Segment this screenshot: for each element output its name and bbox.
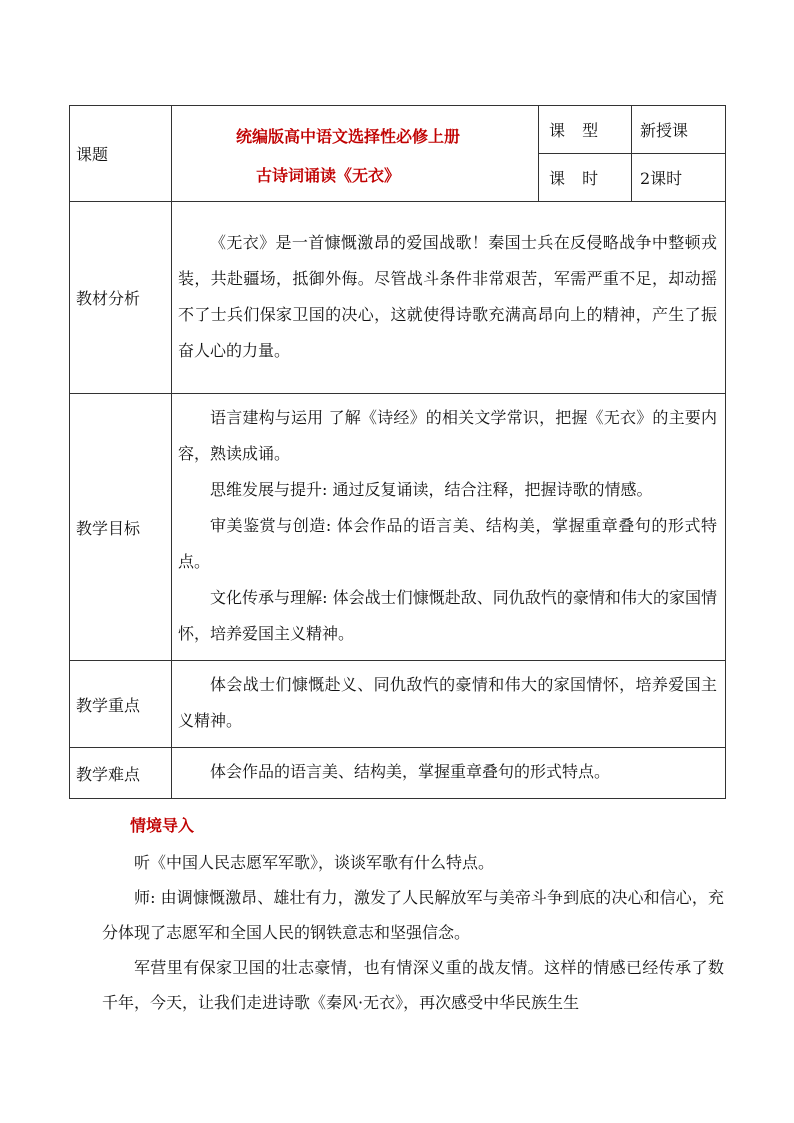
goals-content xyxy=(172,394,726,661)
paragraph: 听《中国人民志愿军军歌》，谈谈军歌有什么特点。 xyxy=(134,853,495,872)
key-label: 教学重点 xyxy=(70,661,172,748)
section-heading: 情境导入 xyxy=(130,816,195,835)
paragraph: 师: 由调慷慨激昂、雄壮有力，激发了人民解放军与美帝斗争到底的决心和信心，充分体现了志愿军和全国人民的钢铁意志和坚强信念。 xyxy=(102,888,724,942)
goal-item: 审美鉴赏与创造: 体会作品的语言美、结构美，掌握重章叠句的形式特点。 xyxy=(178,516,717,571)
key-text: 体会战士们慷慨赴义、同仇敌忾的豪情和伟大的家国情怀，培养爱国主义精神。 xyxy=(178,675,717,730)
goal-item: 语言建构与运用 了解《诗经》的相关文学常识，把握《无衣》的主要内容，熟读成诵。 xyxy=(178,408,717,463)
analysis-text: 《无衣》是一首慷慨激昂的爱国战歌！秦国士兵在反侵略战争中整顿戎装，共赴疆场，抵御外侮。尽管战斗条件非常艰苦，军需严重不足，却动摇不了士兵们保家卫国的决心，这就使得诗歌充满高昂向上的精神，产生了振奋人心的力量。 xyxy=(178,232,717,360)
difficult-text: 体会作品的语言美、结构美，掌握重章叠句的形式特点。 xyxy=(210,762,611,781)
lesson-type-value: 新授课 xyxy=(632,106,726,154)
key-content xyxy=(172,661,726,748)
difficult-content xyxy=(172,748,726,799)
lesson-title-line1: 统编版高中语文选择性必修上册 xyxy=(236,126,461,146)
lesson-title xyxy=(172,106,539,202)
goal-item: 文化传承与理解: 体会战士们慷慨赴敌、同仇敌忾的豪情和伟大的家国情怀，培养爱国主义精神。 xyxy=(178,588,717,643)
difficult-label: 教学难点 xyxy=(70,748,172,799)
goal-item: 思维发展与提升: 通过反复诵读，结合注释，把握诗歌的情感。 xyxy=(210,480,653,499)
lesson-type-label: 课 型 xyxy=(539,106,632,154)
title-label: 课题 xyxy=(70,106,172,202)
paragraph: 军营里有保家卫国的壮志豪情，也有情深义重的战友情。这样的情感已经传承了数千年，今天，让我们走进诗歌《秦风·无衣》，再次感受中华民族生生 xyxy=(102,958,724,1012)
lesson-title-line2: 古诗词诵读《无衣》 xyxy=(256,165,401,185)
lesson-plan-table xyxy=(69,105,726,799)
lesson-hours-label: 课 时 xyxy=(539,154,632,202)
lesson-hours-value: 2课时 xyxy=(632,154,726,202)
goals-label: 教学目标 xyxy=(70,394,172,661)
analysis-label: 教材分析 xyxy=(70,202,172,394)
analysis-content xyxy=(172,202,726,394)
section-body xyxy=(102,845,724,1020)
